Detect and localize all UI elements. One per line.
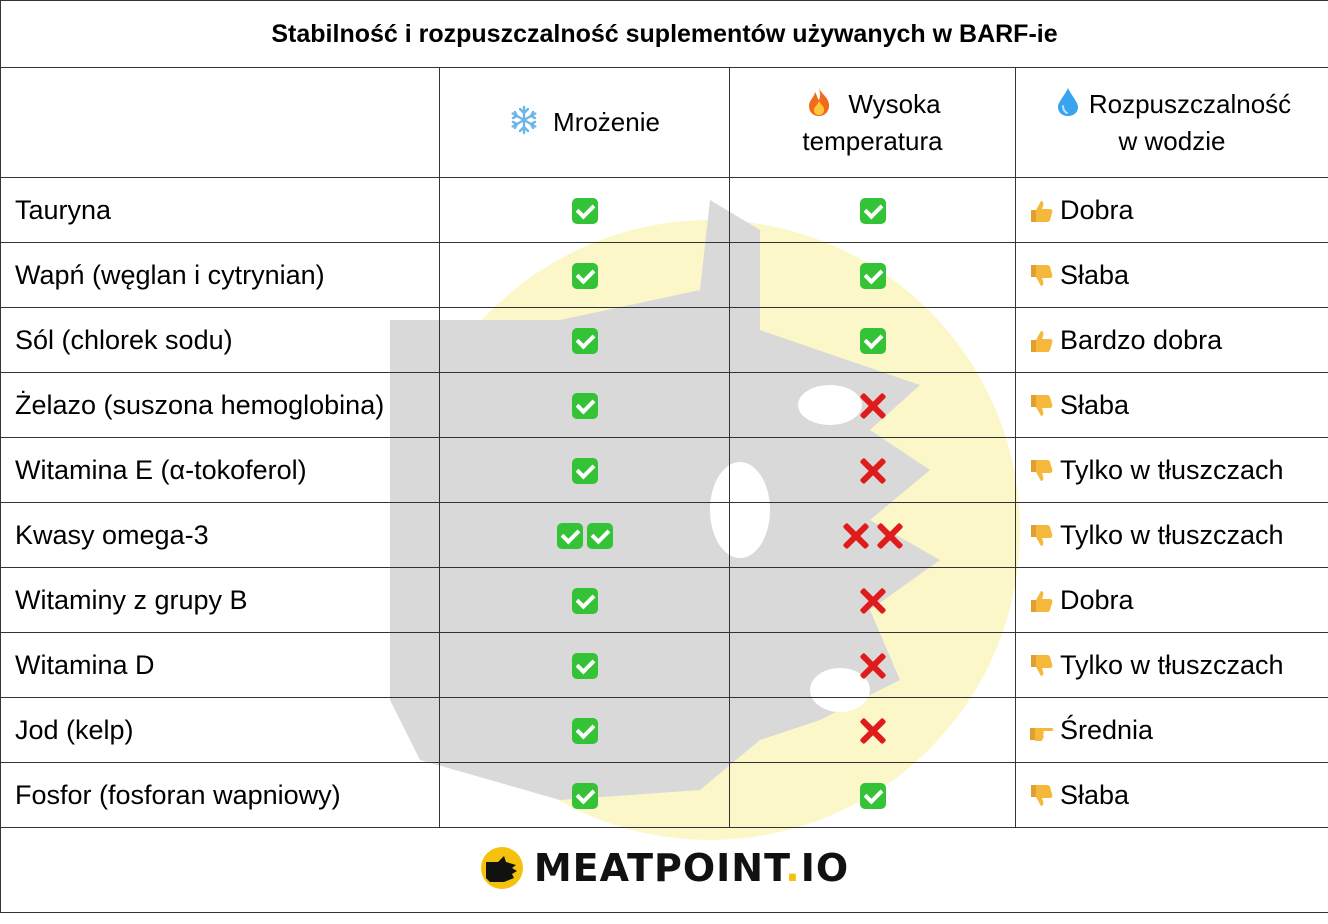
snowflake-icon bbox=[509, 105, 539, 135]
solubility-cell bbox=[1016, 373, 1328, 438]
solubility-cell bbox=[1016, 438, 1328, 503]
supplement-name: Witamina E (α-tokoferol) bbox=[1, 438, 440, 503]
table-row bbox=[1, 308, 1328, 373]
heat-cross-icon bbox=[858, 651, 888, 681]
thumbs-down-icon bbox=[1028, 523, 1054, 549]
heat-check-icon bbox=[860, 198, 886, 224]
freezing-check-icon bbox=[557, 523, 583, 549]
header-empty bbox=[1, 68, 440, 178]
table-row bbox=[1, 373, 1328, 438]
freezing-check-icon bbox=[572, 783, 598, 809]
thumbs-down-icon bbox=[1028, 458, 1054, 484]
header-freezing-label: Mrożenie bbox=[553, 107, 660, 137]
freezing-cell bbox=[440, 633, 730, 698]
table-row bbox=[1, 763, 1328, 828]
heat-cross-icon bbox=[858, 391, 888, 421]
solubility-cell bbox=[1016, 763, 1328, 828]
title-row bbox=[1, 1, 1328, 68]
heat-check-icon bbox=[860, 783, 886, 809]
pointing-right-icon bbox=[1028, 718, 1054, 744]
freezing-cell bbox=[440, 438, 730, 503]
freezing-check-icon bbox=[572, 718, 598, 744]
thumbs-up-icon bbox=[1028, 198, 1054, 224]
thumbs-up-icon bbox=[1028, 328, 1054, 354]
solubility-label: Tylko w tłuszczach bbox=[1060, 519, 1284, 550]
header-solubility bbox=[1016, 68, 1328, 178]
supplement-name: Witamina D bbox=[1, 633, 440, 698]
solubility-cell bbox=[1016, 633, 1328, 698]
table-row bbox=[1, 178, 1328, 243]
solubility-cell bbox=[1016, 503, 1328, 568]
heat-cell bbox=[730, 633, 1016, 698]
logo-tld: IO bbox=[800, 845, 850, 890]
heat-check-icon bbox=[860, 263, 886, 289]
solubility-label: Dobra bbox=[1060, 194, 1134, 225]
thumbs-down-icon bbox=[1028, 653, 1054, 679]
heat-cell bbox=[730, 438, 1016, 503]
thumbs-down-icon bbox=[1028, 393, 1054, 419]
solubility-label: Słaba bbox=[1060, 779, 1130, 810]
heat-cell bbox=[730, 503, 1016, 568]
thumbs-down-icon bbox=[1028, 783, 1054, 809]
freezing-cell bbox=[440, 568, 730, 633]
freezing-cell bbox=[440, 178, 730, 243]
freezing-cell bbox=[440, 763, 730, 828]
heat-check-icon bbox=[860, 328, 886, 354]
freezing-cell bbox=[440, 373, 730, 438]
solubility-cell bbox=[1016, 698, 1328, 763]
freezing-check-icon bbox=[572, 328, 598, 354]
heat-cross-icon bbox=[858, 716, 888, 746]
table-row bbox=[1, 633, 1328, 698]
header-heat-line1: Wysoka bbox=[848, 88, 941, 119]
heat-cell bbox=[730, 308, 1016, 373]
table-row bbox=[1, 503, 1328, 568]
supplement-name: Wapń (węglan i cytrynian) bbox=[1, 243, 440, 308]
heat-cross-icon bbox=[841, 521, 871, 551]
meatpoint-mascot-icon bbox=[480, 846, 524, 890]
meatpoint-logo bbox=[480, 846, 849, 890]
heat-cell bbox=[730, 698, 1016, 763]
freezing-check-icon bbox=[572, 198, 598, 224]
heat-cell bbox=[730, 568, 1016, 633]
heat-cross-icon bbox=[858, 456, 888, 486]
heat-cross-icon bbox=[875, 521, 905, 551]
freezing-check-icon bbox=[587, 523, 613, 549]
water-drop-icon bbox=[1053, 87, 1083, 117]
heat-cell bbox=[730, 243, 1016, 308]
freezing-cell bbox=[440, 698, 730, 763]
logo-main: MEATPOINT bbox=[533, 845, 786, 890]
supplement-name: Tauryna bbox=[1, 178, 440, 243]
freezing-cell bbox=[440, 308, 730, 373]
freezing-check-icon bbox=[572, 653, 598, 679]
supplement-name: Witaminy z grupy B bbox=[1, 568, 440, 633]
footer-cell bbox=[1, 828, 1328, 913]
freezing-cell bbox=[440, 503, 730, 568]
table-row bbox=[1, 568, 1328, 633]
heat-cell bbox=[730, 763, 1016, 828]
heat-cross-icon bbox=[858, 586, 888, 616]
fire-icon bbox=[804, 87, 834, 117]
logo-text bbox=[534, 846, 849, 890]
thumbs-down-icon bbox=[1028, 263, 1054, 289]
supplement-name: Jod (kelp) bbox=[1, 698, 440, 763]
header-heat-line2: temperatura bbox=[802, 125, 943, 156]
table-row bbox=[1, 438, 1328, 503]
supplement-name: Żelazo (suszona hemoglobina) bbox=[1, 373, 440, 438]
supplement-name: Sól (chlorek sodu) bbox=[1, 308, 440, 373]
table-title: Stabilność i rozpuszczalność suplementów używanych w BARF-ie bbox=[1, 1, 1328, 68]
solubility-label: Tylko w tłuszczach bbox=[1060, 454, 1284, 485]
freezing-cell bbox=[440, 243, 730, 308]
solubility-label: Tylko w tłuszczach bbox=[1060, 649, 1284, 680]
freezing-check-icon bbox=[572, 588, 598, 614]
solubility-label: Słaba bbox=[1060, 259, 1130, 290]
table-row bbox=[1, 243, 1328, 308]
solubility-cell bbox=[1016, 568, 1328, 633]
solubility-cell bbox=[1016, 308, 1328, 373]
header-solubility-line2: w wodzie bbox=[1118, 125, 1226, 156]
solubility-label: Dobra bbox=[1060, 584, 1134, 615]
header-heat bbox=[730, 68, 1016, 178]
freezing-check-icon bbox=[572, 393, 598, 419]
heat-cell bbox=[730, 373, 1016, 438]
supplement-name: Fosfor (fosforan wapniowy) bbox=[1, 763, 440, 828]
supplement-name: Kwasy omega-3 bbox=[1, 503, 440, 568]
solubility-label: Słaba bbox=[1060, 389, 1130, 420]
header-freezing bbox=[440, 68, 730, 178]
solubility-cell bbox=[1016, 178, 1328, 243]
heat-cell bbox=[730, 178, 1016, 243]
footer-row bbox=[1, 828, 1328, 913]
solubility-label: Średnia bbox=[1060, 714, 1154, 745]
logo-dot: . bbox=[785, 845, 801, 890]
table-row bbox=[1, 698, 1328, 763]
solubility-label: Bardzo dobra bbox=[1060, 324, 1223, 355]
freezing-check-icon bbox=[572, 458, 598, 484]
freezing-check-icon bbox=[572, 263, 598, 289]
solubility-cell bbox=[1016, 243, 1328, 308]
header-row bbox=[1, 68, 1328, 178]
table-body bbox=[1, 178, 1328, 828]
thumbs-up-icon bbox=[1028, 588, 1054, 614]
header-solubility-line1: Rozpuszczalność bbox=[1088, 88, 1292, 119]
